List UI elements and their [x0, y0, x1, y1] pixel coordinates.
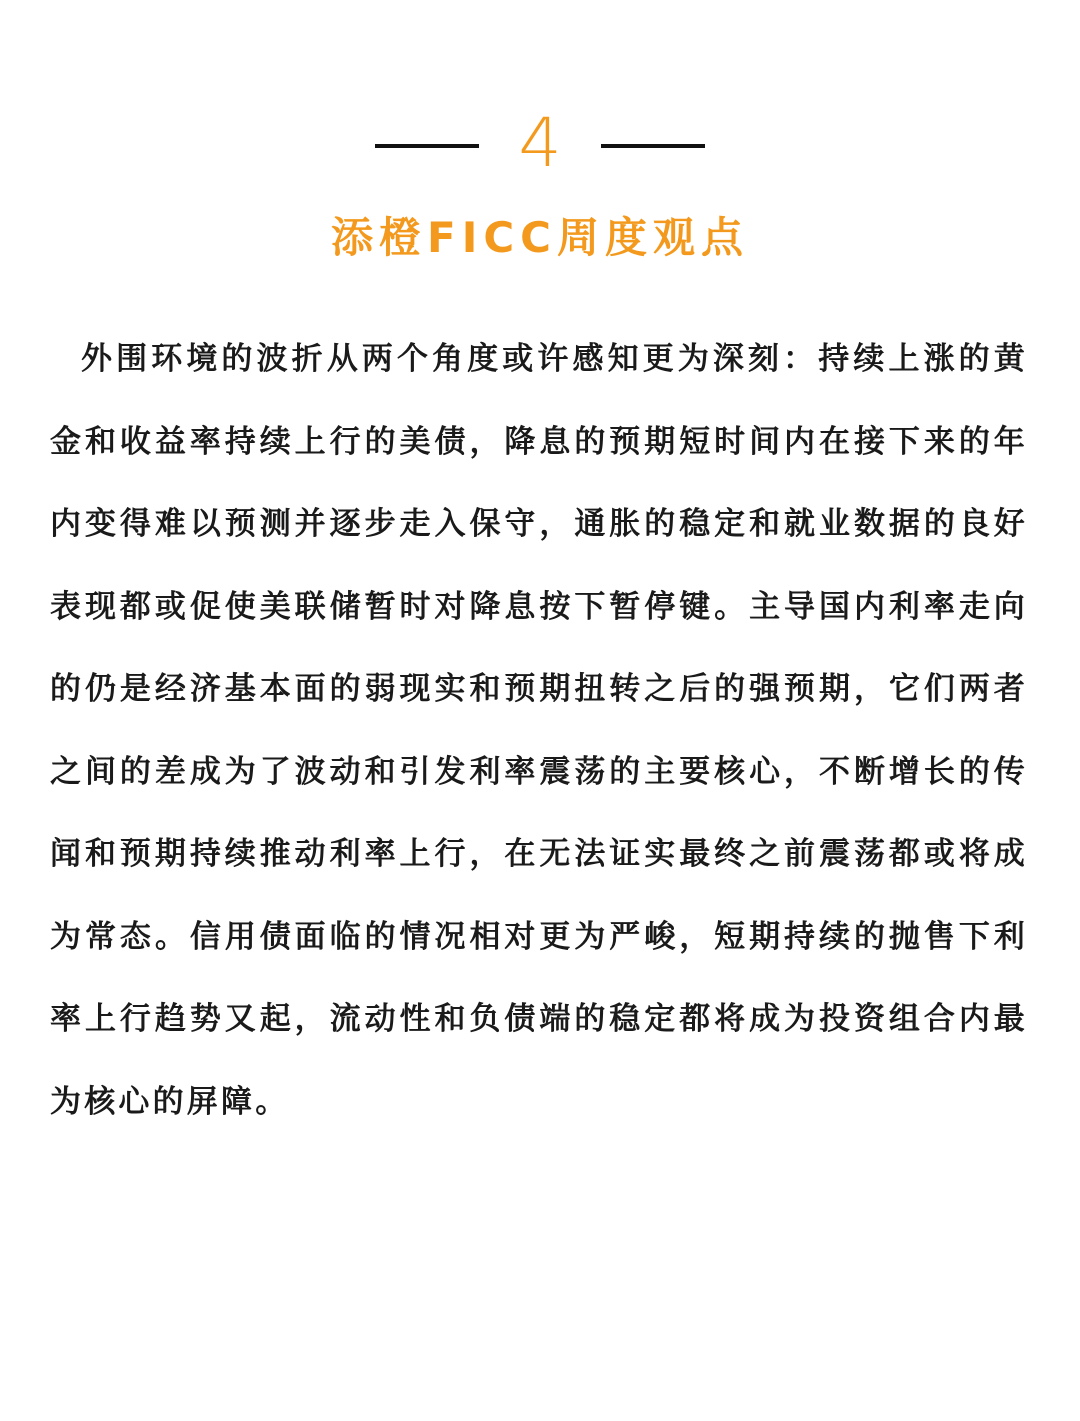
section-title: 添橙FICC周度观点 — [331, 213, 749, 262]
body-paragraph: 外围环境的波折从两个角度或许感知更为深刻：持续上涨的黄金和收益率持续上行的美债，降息的预期短时间内在接下来的年内变得难以预测并逐步走入保守，通胀的稳定和就业数据的良好表现都或促使美联储暂时对降息按下暂停键。主导国内利率走向的仍是经济基本面的弱现实和预期扭转之后的强预期，它们两者之间的差成为了波动和引发利率震荡的主要核心，不断增长的传闻和预期持续推动利率上行，在无法证实最终之前震荡都或将成为常态。信用债面临的情况相对更为严峻，短期持续的抛售下利率上行趋势又起，流动性和负债端的稳定都将成为投资组合内最为核心的屏障。 — [50, 341, 1028, 1120]
section-header — [0, 104, 1080, 188]
left-divider-line — [375, 144, 479, 148]
section-number: 4 — [518, 104, 562, 183]
right-divider-line — [601, 144, 705, 148]
